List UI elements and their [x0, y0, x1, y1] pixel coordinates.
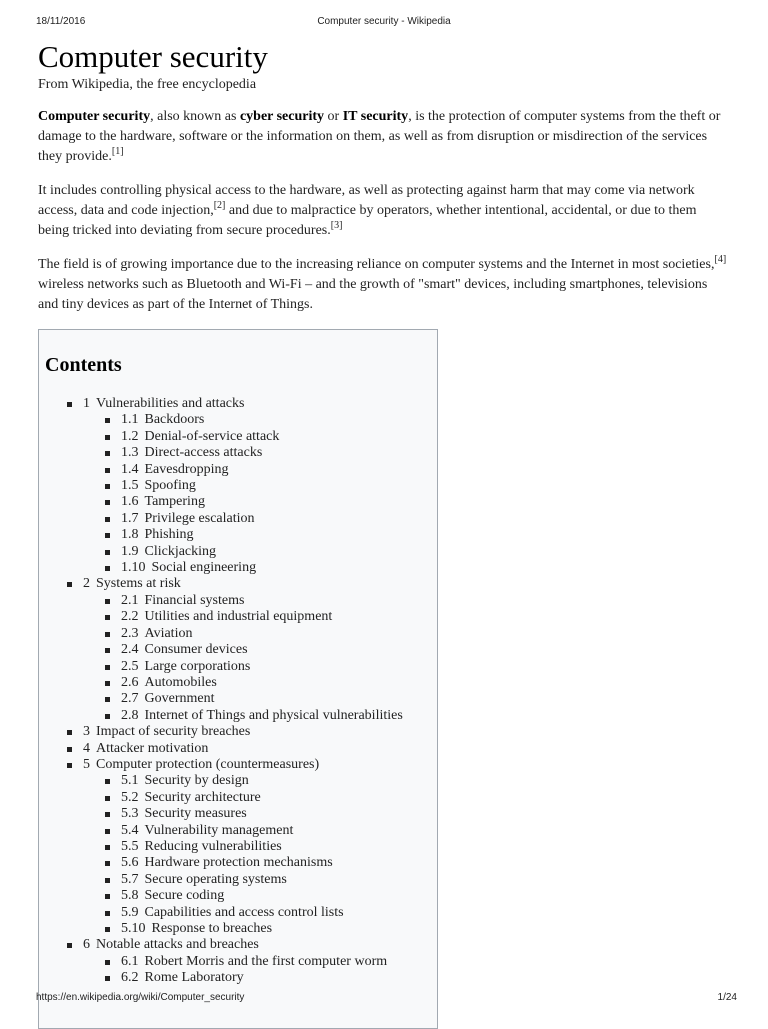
toc-label: Clickjacking [144, 543, 217, 559]
toc-subitem[interactable] [45, 855, 431, 871]
toc-number: 1.8 [121, 527, 139, 543]
toc-number: 5.4 [121, 822, 139, 838]
toc-item[interactable] [45, 396, 431, 412]
toc-number: 5.9 [121, 904, 139, 920]
toc-label: Utilities and industrial equipment [144, 609, 333, 625]
toc-label: Financial systems [144, 592, 245, 608]
toc-label: Social engineering [151, 560, 257, 576]
text: wireless networks such as Bluetooth and Wi-Fi – and the growth of "smart" devices, including smartphones, televisions and tiny devices as part of the Internet of Things. [38, 277, 708, 312]
toc-subitem[interactable] [45, 478, 431, 494]
toc-subitem[interactable] [45, 544, 431, 560]
toc-item[interactable] [45, 937, 431, 953]
toc-label: Attacker motivation [96, 740, 209, 756]
toc-label: Government [144, 691, 215, 707]
toc-subitem[interactable] [45, 954, 431, 970]
toc-subitem[interactable] [45, 593, 431, 609]
toc-label: Denial-of-service attack [144, 428, 280, 444]
toc-number: 1.3 [121, 445, 139, 461]
toc-label: Impact of security breaches [96, 724, 251, 740]
toc-number: 4 [83, 740, 90, 756]
toc-number: 3 [83, 724, 90, 740]
toc-number: 1.5 [121, 478, 139, 494]
toc-label: Direct-access attacks [144, 445, 263, 461]
toc-number: 5 [83, 756, 90, 772]
toc-subitem[interactable] [45, 626, 431, 642]
toc-subitem[interactable] [45, 560, 431, 576]
intro-paragraph-3 [38, 255, 730, 315]
toc-label: Automobiles [144, 674, 217, 690]
table-of-contents [38, 329, 438, 1029]
text: or [324, 109, 343, 124]
toc-label: Tampering [144, 494, 205, 510]
print-footer [0, 992, 768, 1006]
reference-link[interactable]: [4] [714, 254, 727, 265]
toc-subitem[interactable] [45, 790, 431, 806]
toc-number: 5.6 [121, 855, 139, 871]
toc-label: Consumer devices [144, 642, 248, 658]
toc-number: 1 [83, 396, 90, 411]
text: It includes controlling physical access to the hardware, as well as protecting against harm that may come via network access, data and code injection, [38, 183, 695, 218]
toc-number: 6 [83, 937, 90, 953]
toc-number: 2.3 [121, 625, 139, 641]
intro-paragraph-1 [38, 107, 730, 167]
toc-label: Security measures [144, 806, 247, 822]
toc-label: Rome Laboratory [144, 970, 244, 986]
toc-label: Systems at risk [96, 576, 181, 592]
toc-subitem[interactable] [45, 642, 431, 658]
toc-number: 5.5 [121, 838, 139, 854]
toc-subitem[interactable] [45, 412, 431, 428]
intro-paragraph-2 [38, 181, 730, 241]
page-title: Computer security [38, 39, 268, 74]
toc-subitem[interactable] [45, 462, 431, 478]
toc-subitem[interactable] [45, 445, 431, 461]
toc-label: Hardware protection mechanisms [144, 855, 333, 871]
article-content [38, 38, 730, 1029]
toc-subitem[interactable] [45, 773, 431, 789]
toc-number: 5.1 [121, 773, 139, 789]
toc-number: 5.3 [121, 806, 139, 822]
page-number: 1/24 [717, 992, 737, 1003]
toc-number: 2.5 [121, 658, 139, 674]
toc-number: 6.1 [121, 953, 139, 969]
toc-subitem[interactable] [45, 708, 431, 724]
toc-label: Spoofing [144, 478, 196, 494]
toc-number: 5.2 [121, 789, 139, 805]
toc-subitem[interactable] [45, 823, 431, 839]
toc-subitem[interactable] [45, 691, 431, 707]
toc-label: Phishing [144, 527, 194, 543]
toc-number: 1.10 [121, 560, 146, 576]
toc-label: Aviation [144, 625, 193, 641]
toc-number: 2 [83, 576, 90, 592]
toc-label: Response to breaches [151, 921, 273, 936]
toc-subitem[interactable] [45, 659, 431, 675]
toc-label: Secure operating systems [144, 871, 287, 887]
toc-label: Privilege escalation [144, 510, 255, 526]
toc-label: Secure coding [144, 888, 225, 904]
toc-number: 2.2 [121, 609, 139, 625]
reference-link[interactable]: [2] [213, 200, 226, 211]
toc-number: 6.2 [121, 970, 139, 986]
toc-subitem[interactable] [45, 609, 431, 625]
toc-label: Robert Morris and the first computer worm [144, 953, 388, 969]
toc-label: Backdoors [144, 412, 205, 428]
text: The field is of growing importance due to the increasing reliance on computer systems and the Internet in most societies, [38, 257, 715, 272]
print-header [0, 16, 768, 30]
toc-label: Eavesdropping [144, 461, 229, 477]
page-url: https://en.wikipedia.org/wiki/Computer_security [36, 992, 245, 1003]
bold-term: Computer security [38, 109, 151, 124]
toc-number: 5.8 [121, 888, 139, 904]
toc-number: 2.4 [121, 642, 139, 658]
reference-link[interactable]: [1] [111, 146, 124, 157]
toc-subitem[interactable] [45, 527, 431, 543]
toc-item[interactable] [45, 741, 431, 757]
toc-subitem[interactable] [45, 494, 431, 510]
toc-subitem[interactable] [45, 429, 431, 445]
toc-number: 1.9 [121, 543, 139, 559]
text: , also known as [150, 109, 240, 124]
toc-number: 5.7 [121, 871, 139, 887]
toc-label: Vulnerability management [144, 822, 294, 838]
toc-number: 1.6 [121, 494, 139, 510]
toc-label: Notable attacks and breaches [96, 937, 259, 953]
toc-subitem[interactable] [45, 872, 431, 888]
toc-label: Vulnerabilities and attacks [96, 396, 245, 411]
toc-number: 5.10 [121, 921, 146, 936]
bold-term: IT security [342, 109, 409, 124]
toc-title: Contents [45, 354, 122, 376]
toc-number: 2.7 [121, 691, 139, 707]
toc-subitem[interactable] [45, 905, 431, 921]
toc-number: 2.8 [121, 707, 139, 723]
toc-number: 1.2 [121, 428, 139, 444]
toc-number: 1.1 [121, 412, 139, 428]
toc-label: Security by design [144, 773, 249, 789]
toc-item[interactable] [45, 724, 431, 740]
print-page-title: Computer security - Wikipedia [317, 16, 451, 27]
toc-subitem[interactable] [45, 921, 431, 937]
toc-subitem[interactable] [45, 806, 431, 822]
toc-label: Computer protection (countermeasures) [96, 756, 320, 772]
toc-label: Capabilities and access control lists [144, 904, 344, 920]
toc-number: 1.4 [121, 461, 139, 477]
page-subtitle: From Wikipedia, the free encyclopedia [38, 77, 257, 92]
bold-term: cyber security [239, 109, 325, 124]
toc-label: Security architecture [144, 789, 261, 805]
toc-subitem[interactable] [45, 839, 431, 855]
toc-subitem[interactable] [45, 888, 431, 904]
toc-label: Internet of Things and physical vulnerabilities [144, 707, 403, 723]
toc-label: Reducing vulnerabilities [144, 838, 282, 854]
print-date: 18/11/2016 [36, 16, 86, 27]
toc-item[interactable] [45, 757, 431, 773]
toc-subitem[interactable] [45, 970, 431, 986]
toc-label: Large corporations [144, 658, 251, 674]
toc-item[interactable] [45, 576, 431, 592]
toc-number: 2.1 [121, 592, 139, 608]
text: , is the protection of computer systems from the theft or damage to the hardware, software or the information on them, as well as from disruption or misdirection of the services they provide. [38, 109, 721, 164]
toc-number: 1.7 [121, 510, 139, 526]
toc-number: 2.6 [121, 674, 139, 690]
text: and due to malpractice by operators, whether intentional, accidental, or due to them being tricked into deviating from secure procedures. [38, 203, 697, 238]
toc-subitem[interactable] [45, 675, 431, 691]
reference-link[interactable]: [3] [330, 220, 343, 231]
toc-subitem[interactable] [45, 511, 431, 527]
toc-list [45, 396, 431, 987]
